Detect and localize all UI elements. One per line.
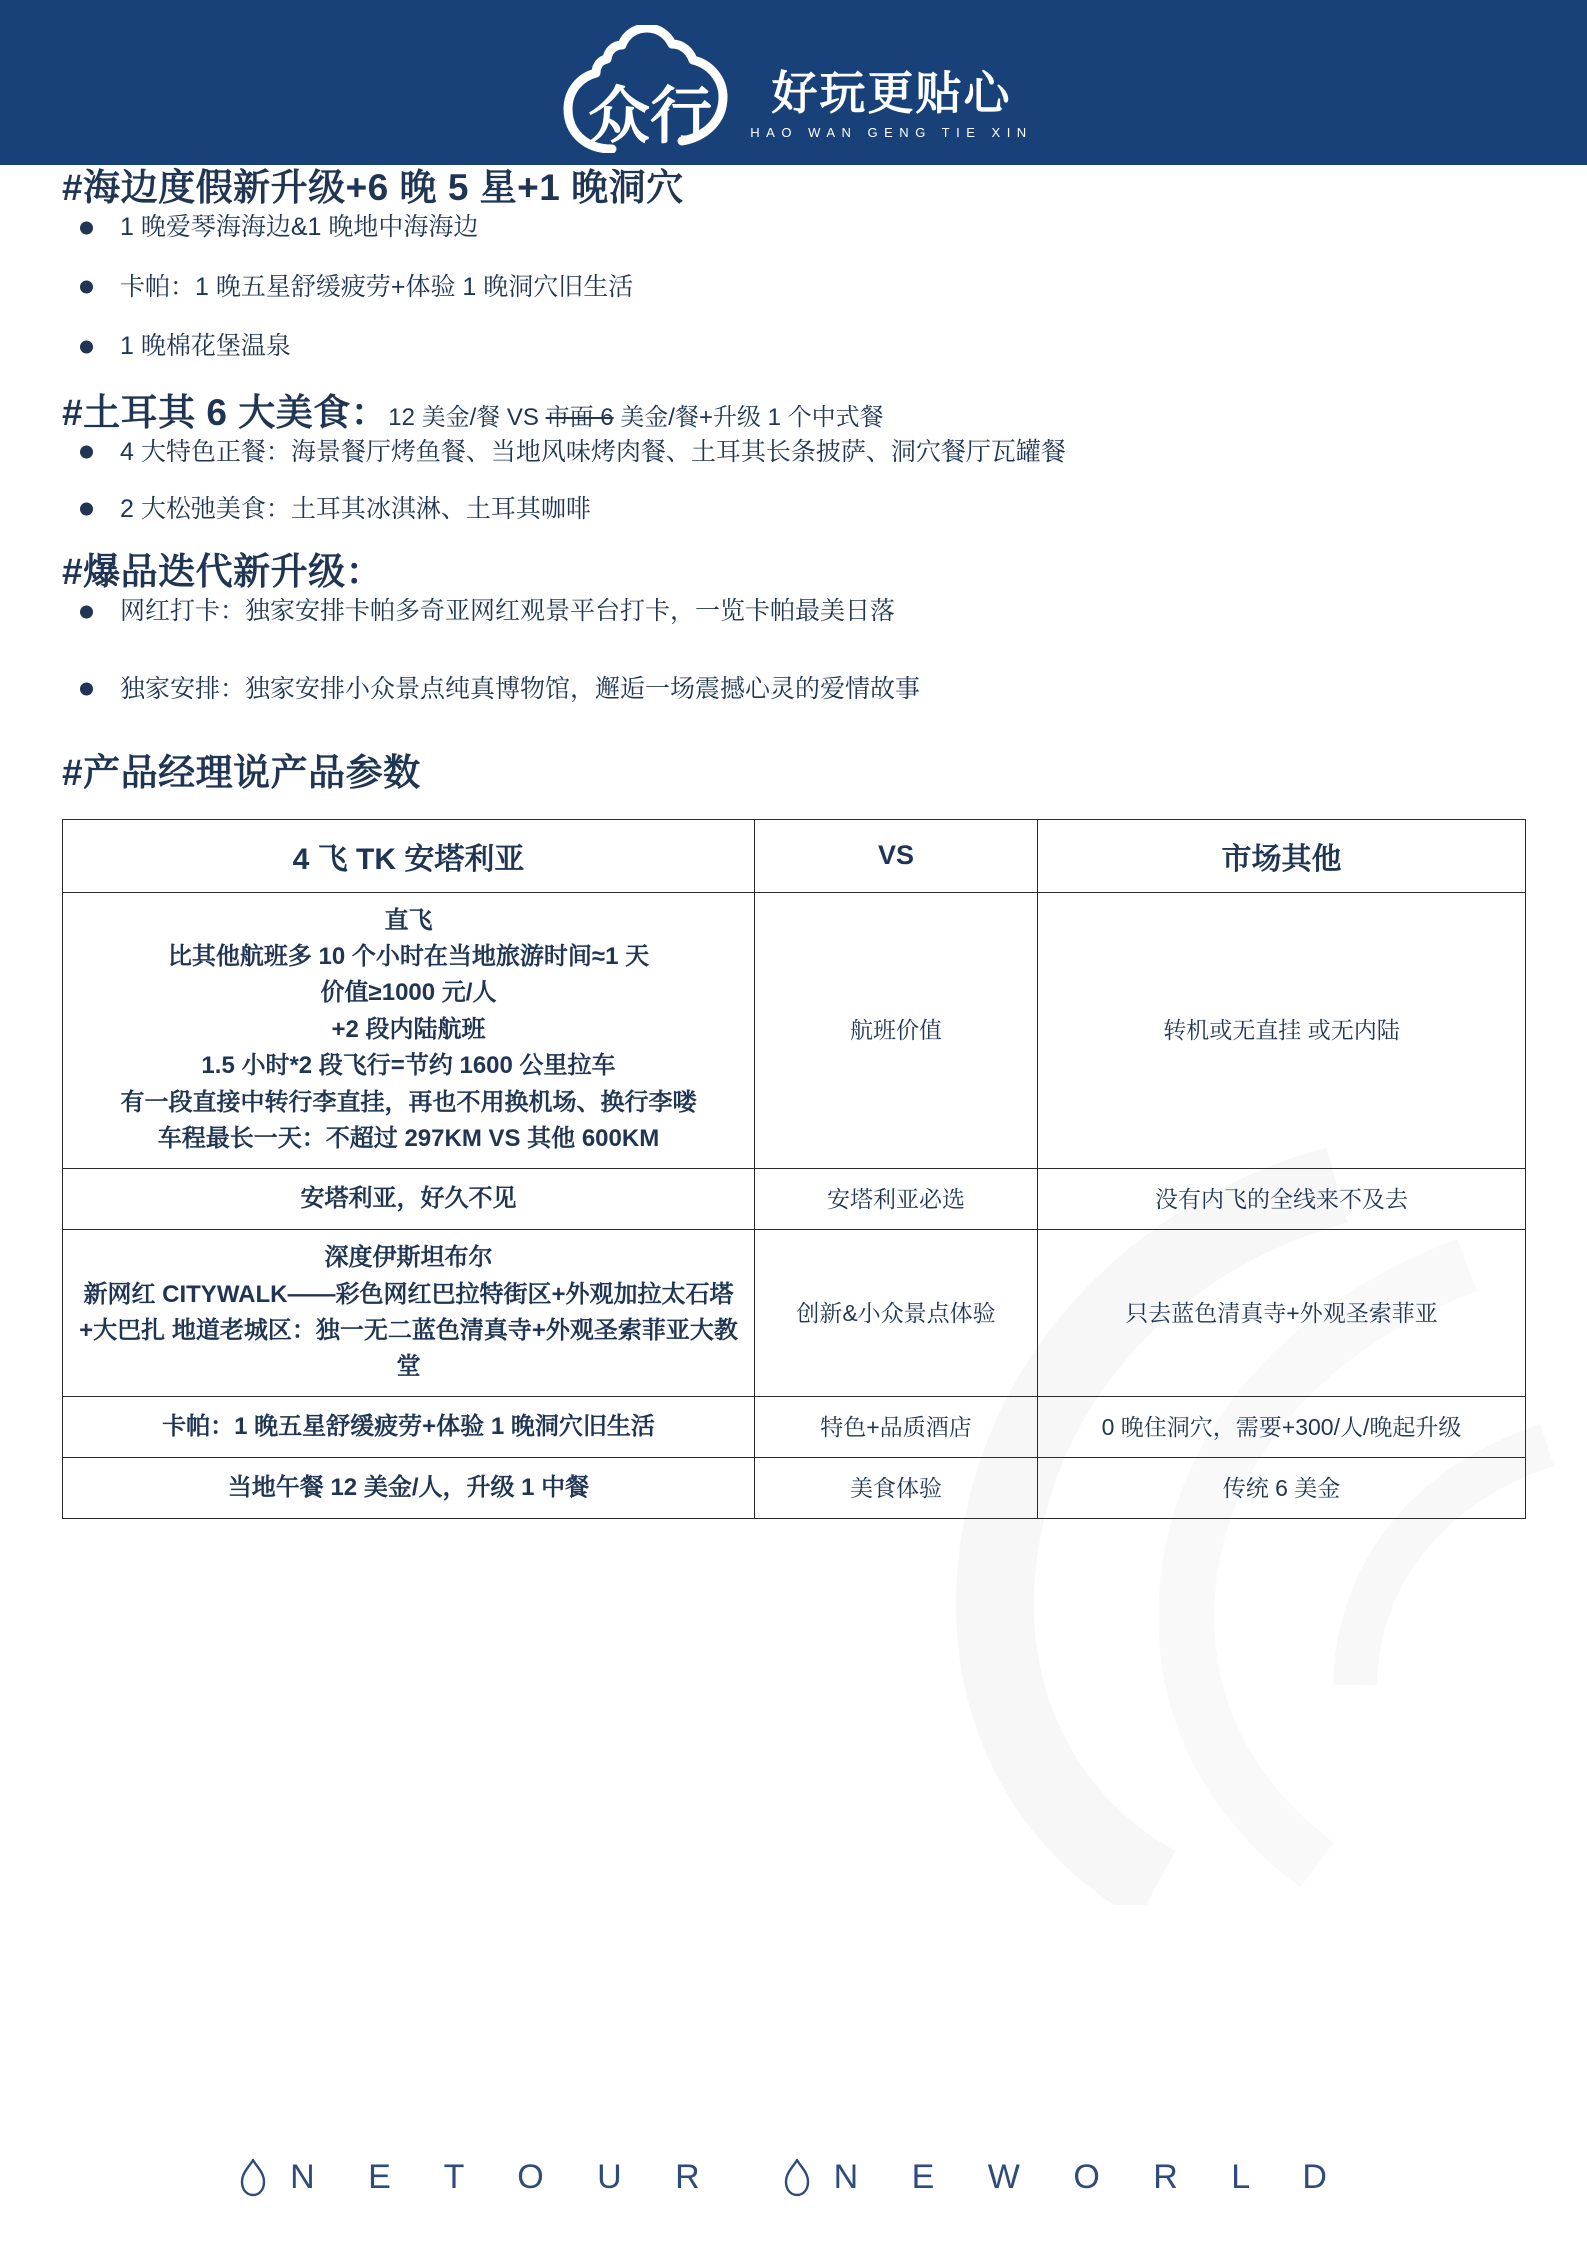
table-header-product: 4 飞 TK 安塔利亚 <box>63 819 755 892</box>
slogan-pinyin: HAO WAN GENG TIE XIN <box>750 124 1033 140</box>
table-row <box>63 1168 1526 1229</box>
list-item: 1 晚爱琴海海边&1 晚地中海海边 <box>62 211 1525 244</box>
page-footer <box>0 2157 1587 2197</box>
table-cell-market: 只去蓝色清真寺+外观圣索菲亚 <box>1038 1230 1526 1397</box>
cell-line: 1.5 小时*2 段飞行=节约 1600 公里拉车 <box>201 1052 616 1080</box>
table-row <box>63 1396 1526 1457</box>
table-cell-market <box>1038 892 1526 1168</box>
table-row <box>63 1230 1526 1397</box>
table-row <box>63 892 1526 1168</box>
list-item: 网红打卡：独家安排卡帕多奇亚网红观景平台打卡，一览卡帕最美日落 <box>62 595 1525 628</box>
brand-slogan <box>750 66 1033 153</box>
section-subtitle-post: 美金/餐+升级 1 个中式餐 <box>613 403 884 431</box>
bullet-list-upgrade <box>62 595 1525 705</box>
table-cell-product <box>63 892 755 1168</box>
list-item: 独家安排：独家安排小众景点纯真博物馆，邂逅一场震撼心灵的爱情故事 <box>62 673 1525 706</box>
header-banner <box>0 0 1587 165</box>
section-subtitle-pre: 12 美金/餐 VS <box>388 403 546 431</box>
cell-line: 有一段直接中转行李直挂，再也不用换机场、换行李喽 <box>120 1088 697 1116</box>
section-title-upgrade: #爆品迭代新升级： <box>62 551 384 592</box>
cell-line: 直飞 <box>384 906 433 934</box>
cell-line: 地道老城区：独一无二蓝色清真寺+外观圣索菲亚大教堂 <box>171 1316 738 1381</box>
table-cell-category: 安塔利亚必选 <box>755 1168 1038 1229</box>
cell-line: 或无内陆 <box>1307 1017 1400 1044</box>
cell-line: 转机或无直挂 <box>1163 1017 1302 1044</box>
table-cell-product: 卡帕：1 晚五星舒缓疲劳+体验 1 晚洞穴旧生活 <box>63 1396 755 1457</box>
section-title-params: #产品经理说产品参数 <box>62 752 421 794</box>
brand-logo-lockup <box>554 25 1032 153</box>
table-cell-market: 0 晚住洞穴，需要+300/人/晚起升级 <box>1038 1396 1526 1457</box>
table-cell-market: 传统 6 美金 <box>1038 1458 1526 1519</box>
table-row <box>63 1458 1526 1519</box>
bullet-list-seaside <box>62 211 1525 363</box>
section-title-food <box>62 390 1525 436</box>
cell-line: 比其他航班多 10 个小时在当地旅游时间≈1 天 <box>167 942 650 970</box>
section-title-food-main: #土耳其 6 大美食： <box>62 391 389 433</box>
document-content <box>62 165 1525 1519</box>
cloud-mountain-glyph-icon <box>238 2157 268 2197</box>
list-item: 4 大特色正餐：海景餐厅烤鱼餐、当地风味烤肉餐、土耳其长条披萨、洞穴餐厅瓦罐餐 <box>62 436 1525 469</box>
slogan-chinese: 好玩更贴心 <box>771 66 1012 119</box>
table-cell-product: 当地午餐 12 美金/人，升级 1 中餐 <box>63 1458 755 1519</box>
cell-line: 价值≥1000 元/人 <box>320 979 497 1007</box>
bullet-list-food <box>62 436 1525 525</box>
table-cell-category: 创新&小众景点体验 <box>755 1230 1038 1397</box>
footer-letters-one-tour: N E T O U R <box>290 2157 722 2196</box>
cell-line: 车程最长一天：不超过 297KM VS 其他 600KM <box>157 1125 660 1153</box>
table-header-market: 市场其他 <box>1038 819 1526 892</box>
cloud-mountain-logo-icon <box>554 25 736 153</box>
section-title-seaside: #海边度假新升级+6 晚 5 星+1 晚洞穴 <box>62 167 684 208</box>
table-header-vs: VS <box>755 819 1038 892</box>
product-parameters-table <box>62 819 1526 1520</box>
section-subtitle-strikethrough: 市面 6 <box>545 403 614 431</box>
footer-one-tour <box>238 2157 722 2197</box>
table-header-row <box>63 819 1526 892</box>
footer-one-world <box>782 2157 1349 2197</box>
cell-line: 新网红 CITYWALK——彩色网红巴拉特街区+外观加拉太石塔+大巴扎 <box>79 1280 734 1344</box>
table-cell-product: 安塔利亚，好久不见 <box>63 1168 755 1229</box>
list-item: 1 晚棉花堡温泉 <box>62 330 1525 363</box>
cell-line: 深度伊斯坦布尔 <box>324 1244 493 1272</box>
svg-text:众行: 众行 <box>588 81 713 151</box>
cell-line: +2 段内陆航班 <box>331 1015 486 1043</box>
list-item: 2 大松弛美食：土耳其冰淇淋、土耳其咖啡 <box>62 493 1525 526</box>
table-cell-category: 美食体验 <box>755 1458 1038 1519</box>
page-body <box>0 165 1587 1519</box>
list-item: 卡帕：1 晚五星舒缓疲劳+体验 1 晚洞穴旧生活 <box>62 271 1525 304</box>
table-cell-product <box>63 1230 755 1397</box>
footer-letters-one-world: N E W O R L D <box>833 2157 1349 2196</box>
cloud-mountain-glyph-icon <box>782 2157 812 2197</box>
table-cell-category: 特色+品质酒店 <box>755 1396 1038 1457</box>
table-cell-market: 没有内飞的全线来不及去 <box>1038 1168 1526 1229</box>
table-cell-category: 航班价值 <box>755 892 1038 1168</box>
